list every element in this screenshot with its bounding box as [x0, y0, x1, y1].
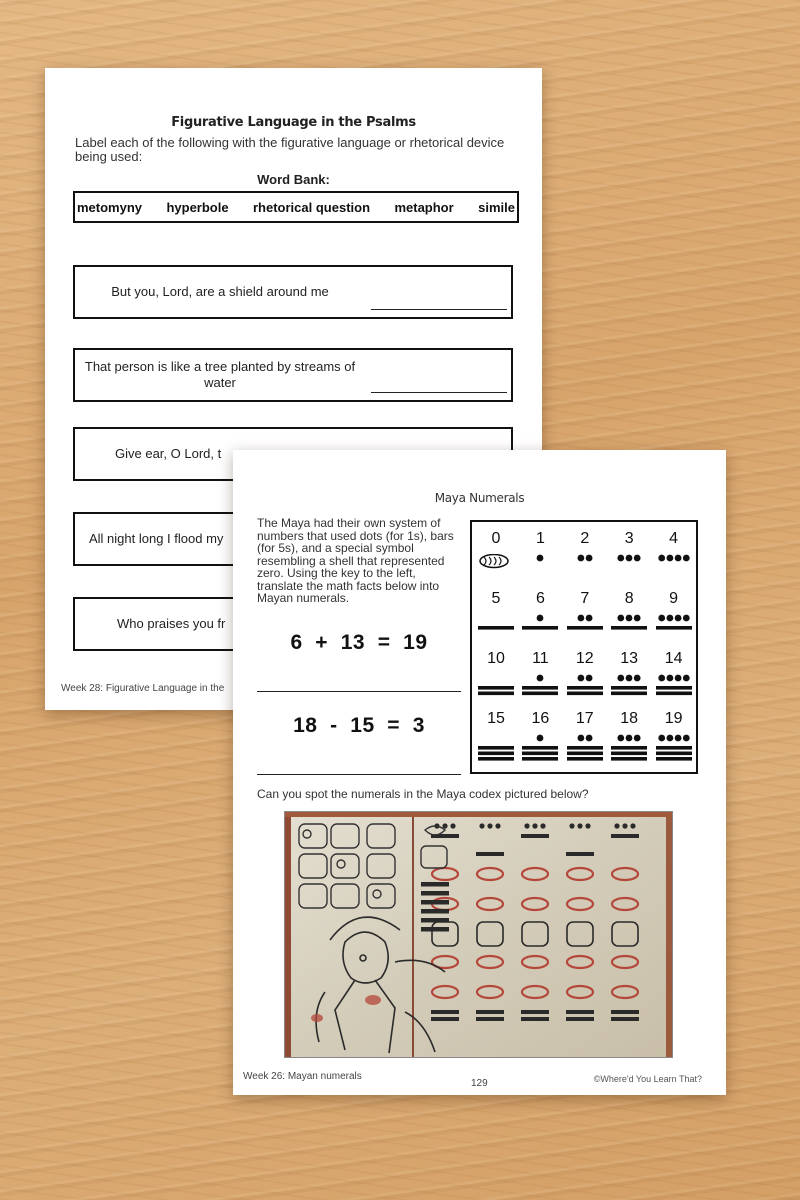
- word-bank-label: Word Bank:: [257, 172, 330, 187]
- bar-dot-numeral: [478, 674, 514, 704]
- bar-dot-numeral: [522, 554, 558, 584]
- word-bank: [73, 191, 519, 223]
- bar-dot-numeral: [656, 554, 692, 584]
- math-fact: 6 + 13 = 19: [290, 631, 428, 654]
- numeral-cell: [474, 530, 518, 590]
- numeral-label: 11: [532, 650, 549, 667]
- numeral-cell: [563, 530, 607, 590]
- codex-illustration: [285, 812, 672, 1057]
- numeral-label: 16: [531, 710, 550, 727]
- numeral-label: 2: [580, 530, 590, 547]
- numeral-cell: [607, 710, 651, 770]
- question-text: That person is like a tree planted by streams of water: [84, 359, 356, 390]
- page-title: Maya Numerals: [434, 491, 525, 505]
- numeral-cell: [607, 650, 651, 710]
- bar-dot-numeral: [522, 674, 558, 704]
- numeral-label: 4: [669, 530, 679, 547]
- bar-dot-numeral: [567, 614, 603, 644]
- numeral-label: 6: [535, 590, 545, 607]
- answer-line[interactable]: [371, 392, 507, 393]
- numeral-cell: [518, 710, 562, 770]
- numeral-cell: [518, 530, 562, 590]
- word-bank-item: hyperbole: [166, 199, 229, 215]
- numeral-label: 8: [624, 590, 634, 607]
- question-text: But you, Lord, are a shield around me: [111, 284, 329, 299]
- numeral-label: 10: [487, 650, 505, 667]
- numeral-cell: [474, 710, 518, 770]
- bar-dot-numeral: [567, 554, 603, 584]
- word-bank-item: simile: [478, 199, 515, 215]
- question-text: All night long I flood my: [89, 531, 224, 546]
- intro-text: The Maya had their own system of numbers that used dots (for 1s), bars (for 5s), and a special symbol resembling a shell that represented zero. Using the key to the left, translate the math facts below into Mayan numerals.: [257, 516, 454, 605]
- bar-dot-numeral: [611, 674, 647, 704]
- numeral-cell: [607, 530, 651, 590]
- numeral-label: 0: [491, 530, 501, 547]
- numeral-cell: [563, 710, 607, 770]
- maya-numeral-key: [470, 520, 698, 774]
- word-bank-item: metaphor: [394, 199, 454, 215]
- numeral-label: 7: [580, 590, 590, 607]
- numeral-cell: [652, 710, 696, 770]
- numeral-cell: [518, 650, 562, 710]
- question-box: [73, 348, 513, 402]
- numeral-cell: [474, 650, 518, 710]
- question-text: Give ear, O Lord, t: [115, 446, 222, 461]
- page-number: 129: [471, 1078, 488, 1089]
- numeral-label: 9: [669, 590, 679, 607]
- answer-line[interactable]: [371, 309, 507, 310]
- numeral-label: 12: [575, 650, 594, 667]
- numeral-label: 13: [620, 650, 639, 667]
- answer-line[interactable]: [257, 774, 461, 775]
- bar-dot-numeral: [611, 734, 647, 764]
- bar-dot-numeral: [611, 554, 647, 584]
- worksheet-maya-numerals: [233, 450, 726, 1095]
- numeral-label: 1: [535, 530, 545, 547]
- numeral-cell: [563, 650, 607, 710]
- codex-question: Can you spot the numerals in the Maya codex pictured below?: [257, 787, 589, 801]
- numeral-cell: [607, 590, 651, 650]
- math-fact: 18 - 15 = 3: [293, 714, 425, 737]
- numeral-label: 14: [664, 650, 683, 667]
- numeral-cell: [518, 590, 562, 650]
- numeral-cell: [652, 650, 696, 710]
- question-text: Who praises you fr: [117, 616, 226, 631]
- bar-dot-numeral: [522, 614, 558, 644]
- bar-dot-numeral: [478, 734, 514, 764]
- bar-dot-numeral: [478, 614, 514, 644]
- numeral-label: 19: [664, 710, 683, 727]
- page-footer: Week 26: Mayan numerals: [243, 1071, 362, 1082]
- maya-codex-image: [284, 811, 673, 1058]
- bar-dot-numeral: [522, 734, 558, 764]
- answer-line[interactable]: [257, 691, 461, 692]
- numeral-label: 5: [491, 590, 501, 607]
- numeral-label: 15: [487, 710, 505, 727]
- word-bank-item: rhetorical question: [253, 199, 371, 215]
- word-bank-item: metomyny: [77, 199, 143, 215]
- numeral-label: 3: [624, 530, 634, 547]
- numeral-cell: [563, 590, 607, 650]
- question-box: [73, 265, 513, 319]
- bar-dot-numeral: [656, 614, 692, 644]
- page-title: Figurative Language in the Psalms: [171, 115, 416, 130]
- numeral-label: 18: [620, 710, 639, 727]
- bar-dot-numeral: [567, 674, 603, 704]
- numeral-cell: [652, 590, 696, 650]
- numeral-cell: [652, 530, 696, 590]
- bar-dot-numeral: [567, 734, 603, 764]
- numeral-cell: [474, 590, 518, 650]
- copyright: ©Where'd You Learn That?: [593, 1074, 702, 1084]
- bar-dot-numeral: [656, 734, 692, 764]
- bar-dot-numeral: [656, 674, 692, 704]
- bar-dot-numeral: [611, 614, 647, 644]
- shell-icon: [478, 554, 514, 584]
- page-footer: Week 28: Figurative Language in the: [61, 683, 225, 694]
- instructions: Label each of the following with the figurative language or rhetorical device being used:: [75, 135, 505, 164]
- numeral-label: 17: [575, 710, 594, 727]
